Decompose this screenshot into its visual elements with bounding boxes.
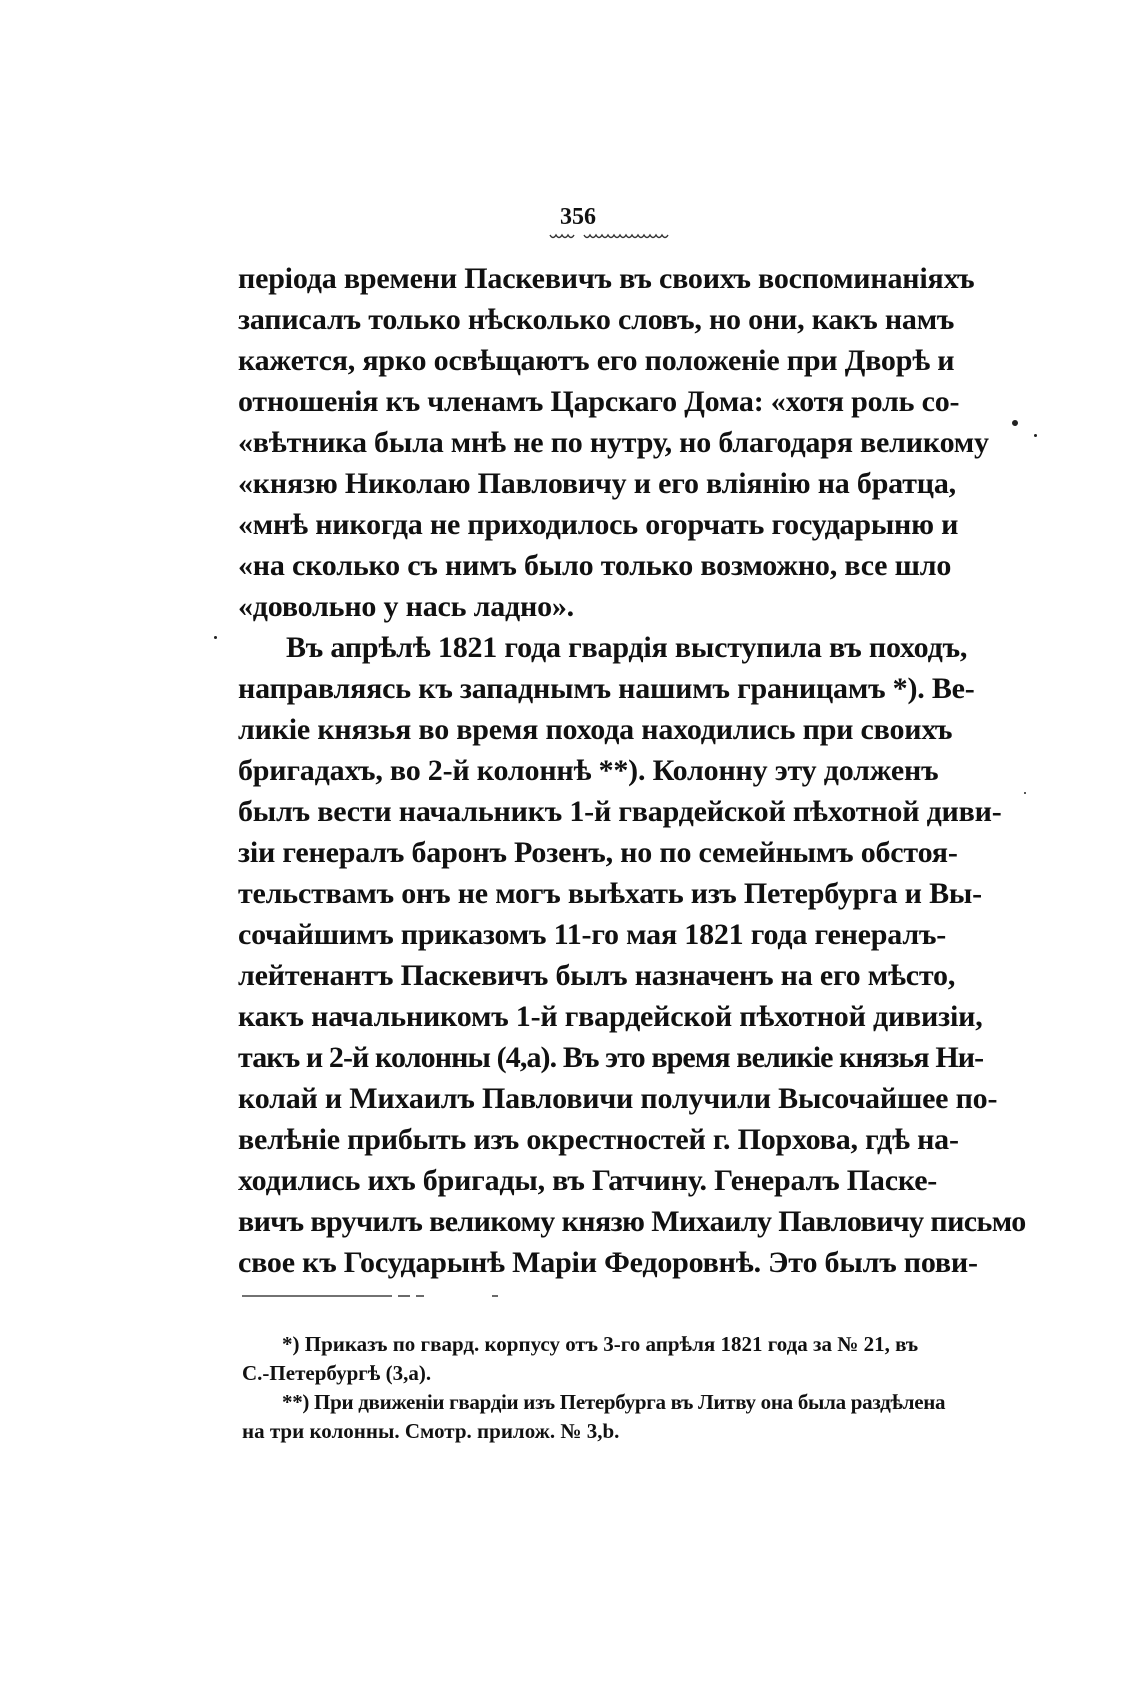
- text-line: сочайшимъ приказомъ 11-го мая 1821 года генералъ-: [238, 918, 947, 951]
- main-text: [238, 258, 1026, 1283]
- footnote-line: С.-Петербургѣ (3,а).: [242, 1361, 432, 1385]
- text-line: какъ начальникомъ 1-й гвардейской пѣхотной дивизіи,: [238, 1000, 983, 1033]
- footnote-line: *) Приказъ по гвард. корпусу отъ 3-го апрѣля 1821 года за № 21, въ: [282, 1332, 919, 1356]
- footnote-separator: [242, 1294, 498, 1298]
- text-line: такъ и 2-й колонны (4,а). Въ это время великіе князья Ни-: [238, 1041, 984, 1074]
- text-line: бригадахъ, во 2-й колоннѣ **). Колонну эту долженъ: [238, 754, 939, 787]
- text-line: ходились ихъ бригады, въ Гатчину. Генералъ Паске-: [238, 1164, 938, 1197]
- text-line: зіи генералъ баронъ Розенъ, но по семейнымъ обстоя-: [238, 836, 958, 869]
- text-line: Въ апрѣлѣ 1821 года гвардія выступила въ походъ,: [286, 631, 968, 664]
- text-line: «довольно у нась ладно».: [238, 590, 574, 623]
- text-line: лейтенантъ Паскевичъ былъ назначенъ на его мѣсто,: [238, 959, 956, 992]
- footnotes: [242, 1330, 946, 1446]
- footnote-line: **) При движеніи гвардіи изъ Петербурга въ Литву она была раздѣлена: [282, 1390, 946, 1414]
- text-line: кажется, ярко освѣщаютъ его положеніе при Дворѣ и: [238, 344, 955, 377]
- scan-speck: [214, 636, 217, 639]
- text-line: свое къ Государынѣ Маріи Федоровнѣ. Это былъ пови-: [238, 1246, 978, 1279]
- scan-speck: [1012, 420, 1018, 426]
- footnote-line: на три колонны. Смотр. прилож. № 3,b.: [242, 1419, 620, 1443]
- text-line: колай и Михаилъ Павловичи получили Высочайшее по-: [238, 1082, 998, 1115]
- page-number-ornament: [548, 232, 672, 242]
- text-line: направляясь къ западнымъ нашимъ границамъ *). Ве-: [238, 672, 975, 705]
- scan-speck: [1034, 434, 1037, 437]
- text-line: вичъ вручилъ великому князю Михаилу Павловичу письмо: [238, 1205, 1026, 1238]
- text-line: велѣніе прибыть изъ окрестностей г. Порхова, гдѣ на-: [238, 1123, 959, 1156]
- page-number: 356: [560, 204, 596, 230]
- text-line: «вѣтника была мнѣ не по нутру, но благодаря великому: [238, 426, 989, 459]
- text-line: «мнѣ никогда не приходилось огорчать государыню и: [238, 508, 959, 541]
- text-line: ликіе князья во время похода находились при своихъ: [238, 713, 953, 746]
- scan-speck: [1024, 792, 1026, 794]
- text-line: записалъ только нѣсколько словъ, но они, какъ намъ: [238, 303, 955, 336]
- text-line: тельствамъ онъ не могъ выѣхать изъ Петербурга и Вы-: [238, 877, 982, 910]
- text-line: былъ вести начальникъ 1-й гвардейской пѣхотной диви-: [238, 795, 1002, 828]
- text-line: отношенія къ членамъ Царскаго Дома: «хотя роль со-: [238, 385, 960, 418]
- text-line: «князю Николаю Павловичу и его вліянію на братца,: [238, 467, 956, 500]
- text-line: періода времени Паскевичъ въ своихъ воспоминаніяхъ: [238, 262, 975, 295]
- text-line: «на сколько съ нимъ было только возможно, все шло: [238, 549, 952, 582]
